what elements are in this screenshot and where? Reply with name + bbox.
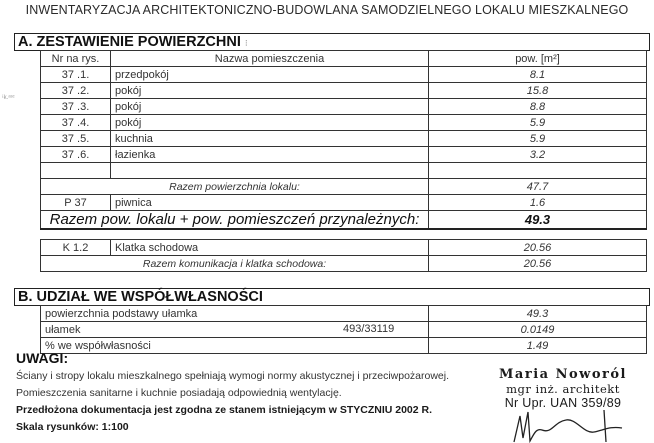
table-row	[41, 67, 647, 83]
table-row	[41, 115, 647, 131]
ancillary-name: piwnica	[111, 195, 429, 211]
room-area: 3.2	[429, 147, 647, 163]
table-row	[41, 338, 647, 354]
empty-cell	[429, 163, 647, 179]
share-label: % we współwłasności	[41, 338, 429, 354]
ancillary-row	[41, 195, 647, 211]
table-header-row	[41, 51, 647, 67]
ancillary-nr: P 37	[41, 195, 111, 211]
table-row	[41, 131, 647, 147]
room-name: pokój	[111, 83, 429, 99]
room-name: przedpokój	[111, 67, 429, 83]
communication-nr: K 1.2	[41, 240, 111, 256]
table-row	[41, 240, 647, 256]
note-line: Ściany i stropy lokalu mieszkalnego spełniają wymogi normy akustycznej i przeciwpożarowej.	[16, 370, 450, 382]
ancillary-area: 1.6	[429, 195, 647, 211]
room-nr: 37 .5.	[41, 131, 111, 147]
total-row	[41, 179, 647, 195]
note-line-bold: Przedłożona dokumentacja jest zgodna ze stanem istniejącym w STYCZNIU 2002 R.	[16, 404, 433, 416]
communication-name: Klatka schodowa	[111, 240, 429, 256]
table-row	[41, 322, 647, 338]
fraction-value: 493/33119	[343, 323, 395, 335]
total-value: 47.7	[429, 179, 647, 195]
table-row	[41, 99, 647, 115]
share-value: 1.49	[429, 338, 647, 354]
section-b-heading: B. UDZIAŁ WE WSPÓŁWŁASNOŚCI	[14, 288, 650, 306]
room-name: pokój	[111, 99, 429, 115]
note-line-scale: Skala rysunków: 1:100	[16, 421, 129, 433]
section-a-heading-mark: ⁝	[244, 38, 248, 48]
share-value: 49.3	[429, 306, 647, 322]
share-label: powierzchnia podstawy ułamka	[41, 306, 429, 322]
column-header-name: Nazwa pomieszczenia	[111, 51, 429, 67]
share-label: ułamek 493/33119	[41, 322, 429, 338]
room-name: łazienka	[111, 147, 429, 163]
room-nr: 37 .4.	[41, 115, 111, 131]
room-name: kuchnia	[111, 131, 429, 147]
total-label: Razem powierzchnia lokalu:	[41, 179, 429, 195]
room-area: 15.8	[429, 83, 647, 99]
communication-total-label: Razem komunikacja i klatka schodowa:	[41, 256, 429, 272]
notes-heading: UWAGI:	[16, 350, 69, 366]
communication-area: 20.56	[429, 240, 647, 256]
room-name: pokój	[111, 115, 429, 131]
architect-name: Maria Noworól	[499, 367, 627, 382]
room-nr: 37 .2.	[41, 83, 111, 99]
empty-row	[41, 163, 647, 179]
section-a-heading-text: A. ZESTAWIENIE POWIERZCHNI	[18, 34, 241, 50]
communication-total-row	[41, 256, 647, 272]
column-header-area: pow. [m²]	[429, 51, 647, 67]
signature-icon	[510, 408, 630, 443]
empty-cell	[41, 163, 111, 179]
room-area: 5.9	[429, 131, 647, 147]
table-row	[41, 147, 647, 163]
room-areas-table	[40, 50, 647, 230]
architect-title: mgr inż. architekt	[506, 382, 620, 396]
section-a-heading	[14, 33, 650, 51]
room-nr: 37 .1.	[41, 67, 111, 83]
room-area: 5.9	[429, 115, 647, 131]
architect-stamp	[488, 367, 638, 410]
grand-total-row	[41, 211, 647, 230]
margin-mark: ꜟk.ᵃˢᶜ	[2, 95, 15, 101]
empty-cell	[111, 163, 429, 179]
column-header-nr: Nr na rys.	[41, 51, 111, 67]
communication-table	[40, 239, 647, 272]
room-area: 8.8	[429, 99, 647, 115]
room-nr: 37 .6.	[41, 147, 111, 163]
co-ownership-table	[40, 305, 647, 354]
room-nr: 37 .3.	[41, 99, 111, 115]
note-line: Pomieszczenia sanitarne i kuchnie posiadają odpowiednią wentylację.	[16, 387, 342, 399]
grand-total-label: Razem pow. lokalu + pow. pomieszczeń przynależnych:	[41, 211, 429, 230]
communication-total-value: 20.56	[429, 256, 647, 272]
document-title: INWENTARYZACJA ARCHITEKTONICZNO-BUDOWLANA SAMODZIELNEGO LOKALU MIESZKALNEGO	[25, 3, 629, 17]
table-row	[41, 83, 647, 99]
share-value: 0.0149	[429, 322, 647, 338]
table-row	[41, 306, 647, 322]
room-area: 8.1	[429, 67, 647, 83]
grand-total-value: 49.3	[429, 211, 647, 230]
architect-license: Nr Upr. UAN 359/89	[504, 396, 622, 410]
